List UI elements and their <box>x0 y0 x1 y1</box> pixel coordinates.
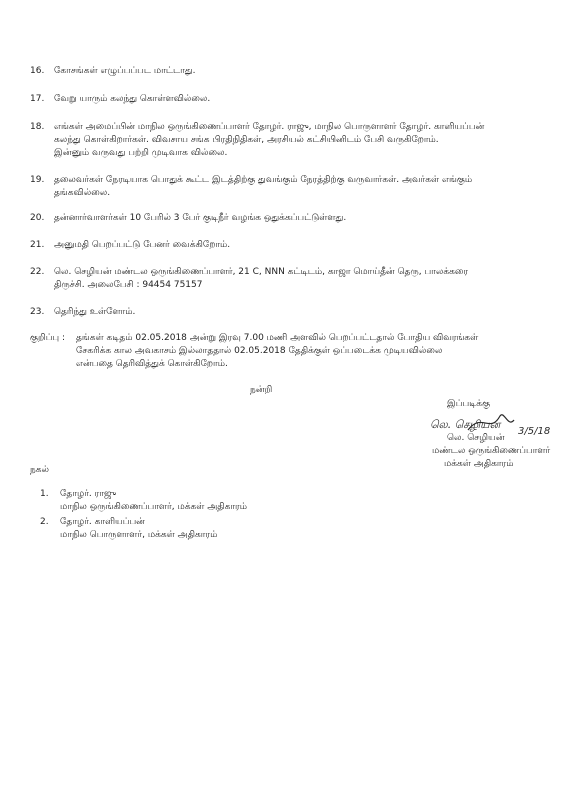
note-line: என்பதை தெரிவித்துக் கொள்கிறோம். <box>76 359 228 369</box>
signature-text: லெ. செழியன் <box>430 418 501 431</box>
sign-org: மக்கள் அதிகாரம் <box>444 459 514 469</box>
item-number: 19. <box>30 175 45 185</box>
copy-number: 1. <box>40 489 49 499</box>
item-text-line: இன்னும் வருவது பற்றி முடிவாக வில்லை. <box>54 148 228 158</box>
item-number: 22. <box>30 267 45 277</box>
item-text: வேறு யாரும் கலந்து கொள்ளவில்லை. <box>54 94 211 104</box>
item-number: 23. <box>30 307 45 317</box>
item-text-line: எங்கள் அமைப்பின் மாநில ஒருங்கிணைப்பாளர் தோழர். ராஜு, மாநில பொருளாளர் தோழர். காளியப்பன் <box>54 122 485 132</box>
copy-role: மாநில பொருளாளர், மக்கள் அதிகாரம் <box>60 530 218 540</box>
item-number: 16. <box>30 66 45 76</box>
item-text: கோசங்கள் எழுப்பப்பட மாட்டாது. <box>54 66 196 76</box>
item-number: 21. <box>30 240 45 250</box>
item-text-line: தலைவர்கள் நேரடியாக பொதுக் கூட்ட இடத்திற்கு துவங்கும் நேரத்திற்கு வருவார்கள். அவர்கள் எங்கும் <box>54 175 473 185</box>
copy-label: நகல் <box>30 465 50 475</box>
copy-name: தோழர். ராஜு <box>60 489 117 499</box>
copy-role: மாநில ஒருங்கிணைப்பாளர், மக்கள் அதிகாரம் <box>60 502 247 512</box>
item-text-line: லெ. செழியன் மண்டல ஒருங்கிணைப்பாளர், 21 C, NNN கட்டிடம், காஜா மொய்தீன் தெரு, பாலக்கரை <box>54 267 468 277</box>
note-line: சேகரிக்க கால அவகாசம் இல்லாததால் 02.05.2018 தேதிக்குள் ஒப்படைக்க முடியவில்லை <box>76 346 443 356</box>
note-label: குறிப்பு : <box>30 333 65 343</box>
item-text-line: கலந்து கொள்கிறார்கள். விவசாய சங்க பிரதிநிதிகள், அரசியல் கட்சியினிடம் பேசி வருகிறோம். <box>54 135 439 145</box>
item-number: 17. <box>30 94 45 104</box>
note-line: தங்கள் கடிதம் 02.05.2018 அன்று இரவு 7.00 மணி அளவில் பெறப்பட்டதால் போதிய விவரங்கள் <box>76 333 479 343</box>
sign-name: லெ. செழியன் <box>447 433 505 443</box>
thanks-text: நன்றி <box>250 385 273 395</box>
signature-date: 3/5/18 <box>518 426 550 437</box>
item-number: 18. <box>30 122 45 132</box>
item-text-line: தங்கவில்லை. <box>54 188 111 198</box>
item-text: அனுமதி பெறப்பட்டு பேனர் வைக்கிறோம். <box>54 240 231 250</box>
copy-name: தோழர். காளியப்பன் <box>60 517 145 527</box>
item-text: தெரிந்து உள்ளோம். <box>54 307 136 317</box>
item-text-line: திருச்சி. அலைபேசி : 94454 75157 <box>54 280 203 290</box>
sign-role: மண்டல ஒருங்கிணைப்பாளர் <box>432 446 551 456</box>
copy-number: 2. <box>40 517 49 527</box>
item-number: 20. <box>30 213 45 223</box>
sign-intro: இப்படிக்கு <box>447 399 491 409</box>
item-text: தன்னார்வாளர்கள் 10 பேரில் 3 பேர் குடிநீர் வழங்க ஒதுக்கப்பட்டுள்ளது. <box>54 213 347 223</box>
